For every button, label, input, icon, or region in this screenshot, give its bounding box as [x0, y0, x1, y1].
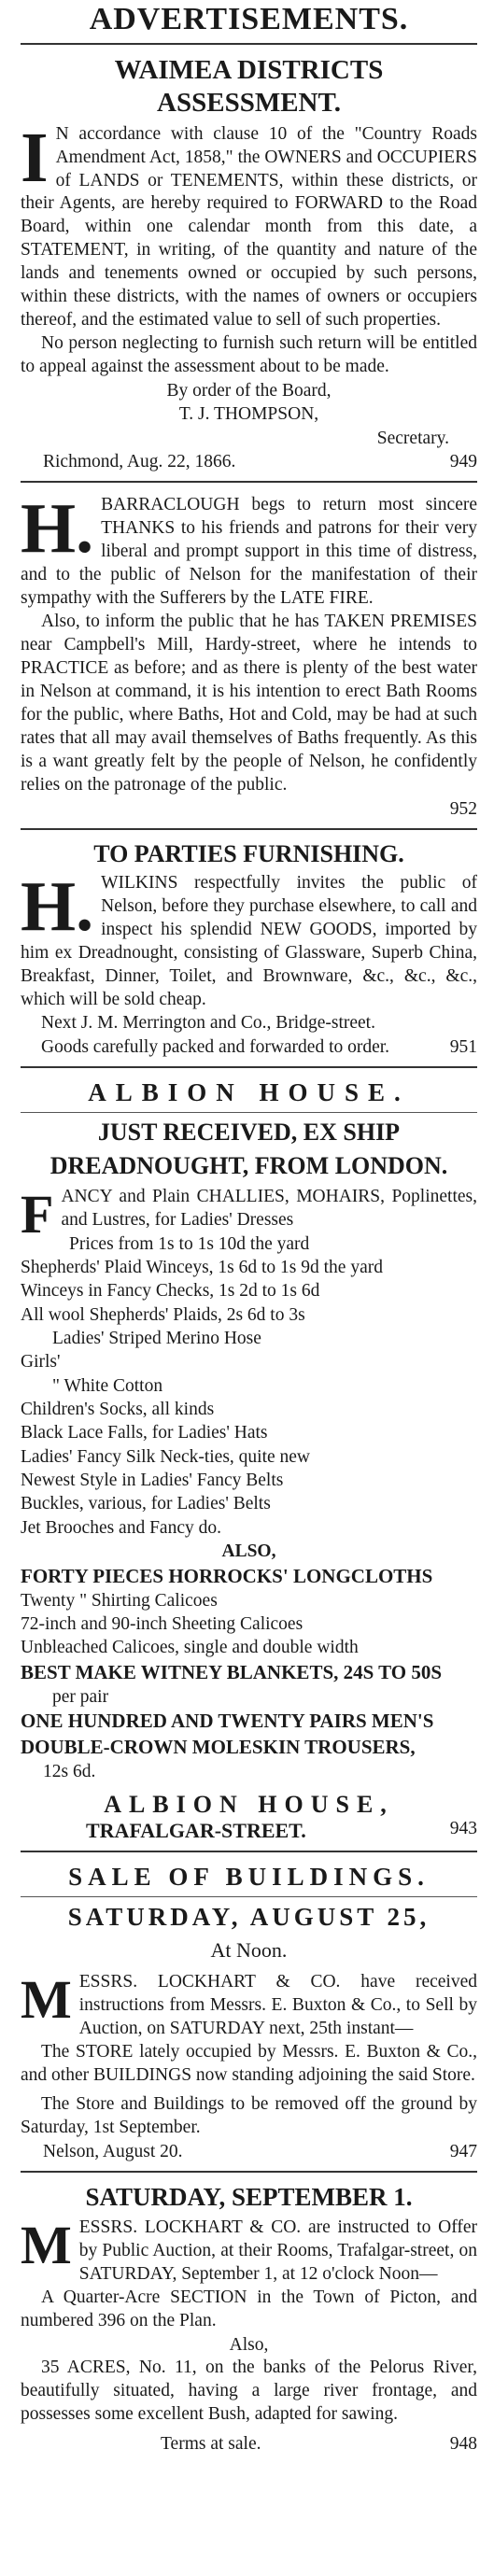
list-item: per pair [52, 1687, 109, 1708]
ad-body-3: Goods carefully packed and forwarded to order. [41, 1037, 390, 1058]
ad-footer [21, 797, 477, 821]
list-item: Ladies' Fancy Silk Neck-ties, quite new [21, 1446, 311, 1467]
ad-title: TO PARTIES FURNISHING. [93, 840, 404, 868]
signature-name: T. J. THOMPSON, [178, 404, 319, 425]
ad-footer [21, 1035, 477, 1059]
ad-body: I N accordance with clause 10 of the "Country Roads Amendment Act, 1858," the OWNERS and OCCUPIERS of LANDS or TENEMENTS, within these districts, or their Agents, are hereby required to FORWARD to the Road Board, within one calendar month from this date, a STATEMENT, in writing, of the quantity and nature of the lands and tenements owned or occupied by such persons, within these districts, with the names of owners or occupiers thereof, and the estimated value to sell of such properties. [21, 118, 477, 331]
ad-date: SATURDAY, AUGUST 25, [21, 1896, 477, 1932]
list-item: Prices from 1s to 1s 10d the yard [69, 1233, 310, 1254]
ad-subtitle-1: JUST RECEIVED, EX SHIP [21, 1112, 477, 1147]
list-item: DOUBLE-CROWN MOLESKIN TROUSERS, [21, 1735, 416, 1758]
ad-number: 947 [449, 2142, 477, 2162]
list-item: Children's Socks, all kinds [21, 1400, 215, 1420]
item-list-2 [21, 1564, 477, 1784]
ad-albion-house [21, 1068, 477, 1852]
signature-title: Secretary. [376, 428, 449, 448]
ad-number: 948 [449, 2433, 477, 2454]
list-item: Ladies' Striped Merino Hose [52, 1329, 261, 1349]
list-item: FORTY PIECES HORROCKS' LONGCLOTHS [21, 1564, 433, 1587]
also-label: ALSO, [221, 1541, 276, 1562]
ad-number: 951 [449, 1037, 477, 1058]
ad-september-auction [21, 2173, 477, 2463]
ad-title: ALBION HOUSE. [88, 1078, 410, 1107]
terms: Terms at sale. [161, 2433, 261, 2454]
list-item: 72-inch and 90-inch Sheeting Calicoes [21, 1614, 303, 1635]
ad-waimea-assessment [21, 45, 477, 483]
ad-number: 943 [449, 1819, 477, 1839]
ad-subtitle-2: DREADNOUGHT, FROM LONDON. [49, 1151, 448, 1179]
list-item: ONE HUNDRED AND TWENTY PAIRS MEN'S [21, 1710, 434, 1733]
page-header [21, 0, 477, 45]
place-date: Nelson, August 20. [43, 2142, 183, 2162]
footer-street-row [21, 1819, 477, 1843]
list-item: All wool Shepherds' Plaids, 2s 6d to 3s [21, 1304, 305, 1325]
footer-title: ALBION HOUSE, [104, 1791, 394, 1819]
list-item: BEST MAKE WITNEY BLANKETS, 24S TO 50S [21, 1660, 443, 1683]
also-label: Also, [229, 2334, 269, 2355]
ad-body: H. BARRACLOUGH begs to return most sincere THANKS to his friends and patrons for their very liberal and prompt support in this time of distress, and to the public of Nelson for the manifestation of their sympathy with the Sufferers by the LATE FIRE. [21, 489, 477, 609]
list-item: Unbleached Calicoes, single and double width [21, 1638, 359, 1658]
drop-cap: I [21, 118, 49, 197]
ad-body-2: Also, to inform the public that he has TAKEN PREMISES near Campbell's Mill, Hardy-street, where he intends to PRACTICE as before; and as there is plenty of the best water in Nelson at command, it is his intention to erect Bath Rooms for the public, where Baths, Hot and Cold, may be had at such rates that all may avail themselves of Baths frequently. As this is a want greatly felt by the people of Nelson, he confidently relies on the patronage of the public. [21, 612, 477, 795]
ad-body-3: The Store and Buildings to be removed off the ground by Saturday, 1st September. [21, 2094, 477, 2138]
ad-body: MESSRS. LOCKHART & CO. are instructed to Offer by Public Auction, at their Rooms, Trafalgar-street, on SATURDAY, September 1, at 12 o'clock Noon— [21, 2214, 477, 2284]
ad-intro: FANCY and Plain CHALLIES, MOHAIRS, Poplinettes, and Lustres, for Ladies' Dresses [21, 1183, 477, 1245]
ad-body-2: No person neglecting to furnish such return will be entitled to appeal against the assessment about to be made. [21, 333, 477, 377]
page-title: ADVERTISEMENTS. [89, 2, 409, 36]
list-item: " White Cotton [52, 1375, 163, 1396]
ad-time: At Noon. [210, 1937, 288, 1962]
signature-line: By order of the Board, [166, 381, 332, 401]
drop-cap: H. [21, 489, 94, 569]
ad-furnishing [21, 830, 477, 1068]
list-item: Twenty " Shirting Calicoes [21, 1590, 218, 1611]
list-item: Girls' [21, 1352, 61, 1372]
item-list [21, 1232, 477, 1540]
ad-body-2: The STORE lately occupied by Messrs. E. Buxton & Co., and other BUILDINGS now standing adjoining the said Store. [21, 2042, 477, 2086]
ad-body-2: Next J. M. Merrington and Co., Bridge-street. [41, 1013, 375, 1034]
ad-footer [21, 450, 477, 473]
place-date: Richmond, Aug. 22, 1866. [43, 452, 236, 472]
footer-street: TRAFALGAR-STREET. [86, 1819, 306, 1843]
ad-title: WAIMEA DISTRICTS ASSESSMENT. [114, 55, 384, 118]
ad-sale-of-buildings [21, 1852, 477, 2173]
list-item: Winceys in Fancy Checks, 1s 2d to 1s 6d [21, 1281, 320, 1302]
list-item: Buckles, various, for Ladies' Belts [21, 1494, 271, 1514]
ad-title: SATURDAY, SEPTEMBER 1. [85, 2183, 413, 2212]
ad-body-3: 35 ACRES, No. 11, on the banks of the Pelorus River, beautifully situated, having a large river frontage, and possesses some excellent Bush, adapted for sawing. [21, 2357, 477, 2424]
ad-footer [21, 2140, 477, 2163]
ad-number: 952 [449, 798, 477, 819]
ad-footer [21, 2432, 477, 2456]
list-item: Jet Brooches and Fancy do. [21, 1517, 221, 1538]
list-item: Newest Style in Ladies' Fancy Belts [21, 1471, 284, 1491]
drop-cap: H. [21, 867, 94, 947]
list-item: 12s 6d. [43, 1762, 96, 1782]
list-item: Shepherds' Plaid Winceys, 1s 6d to 1s 9d the yard [21, 1258, 383, 1278]
drop-cap: M [21, 2214, 72, 2275]
ad-body: H. WILKINS respectfully invites the public of Nelson, before they purchase elsewhere, to call and inspect his splendid NEW GOODS, imported by him ex Dreadnought, consisting of Glassware, Superb China, Breakfast, Dinner, Toilet, and Brownware, &c., &c., &c., which will be sold cheap. [21, 867, 477, 1010]
ad-number: 949 [449, 452, 477, 472]
ad-barraclough [21, 483, 477, 830]
ad-body: MESSRS. LOCKHART & CO. have received instructions from Messrs. E. Buxton & Co., to Sell by Auction, on SATURDAY next, 25th instant— [21, 1969, 477, 2039]
drop-cap: M [21, 1969, 72, 2031]
ad-title: SALE OF BUILDINGS. [68, 1863, 430, 1892]
ad-body-2: A Quarter-Acre SECTION in the Town of Picton, and numbered 396 on the Plan. [21, 2287, 477, 2330]
list-item: Black Lace Falls, for Ladies' Hats [21, 1423, 268, 1443]
drop-cap: F [21, 1183, 54, 1245]
